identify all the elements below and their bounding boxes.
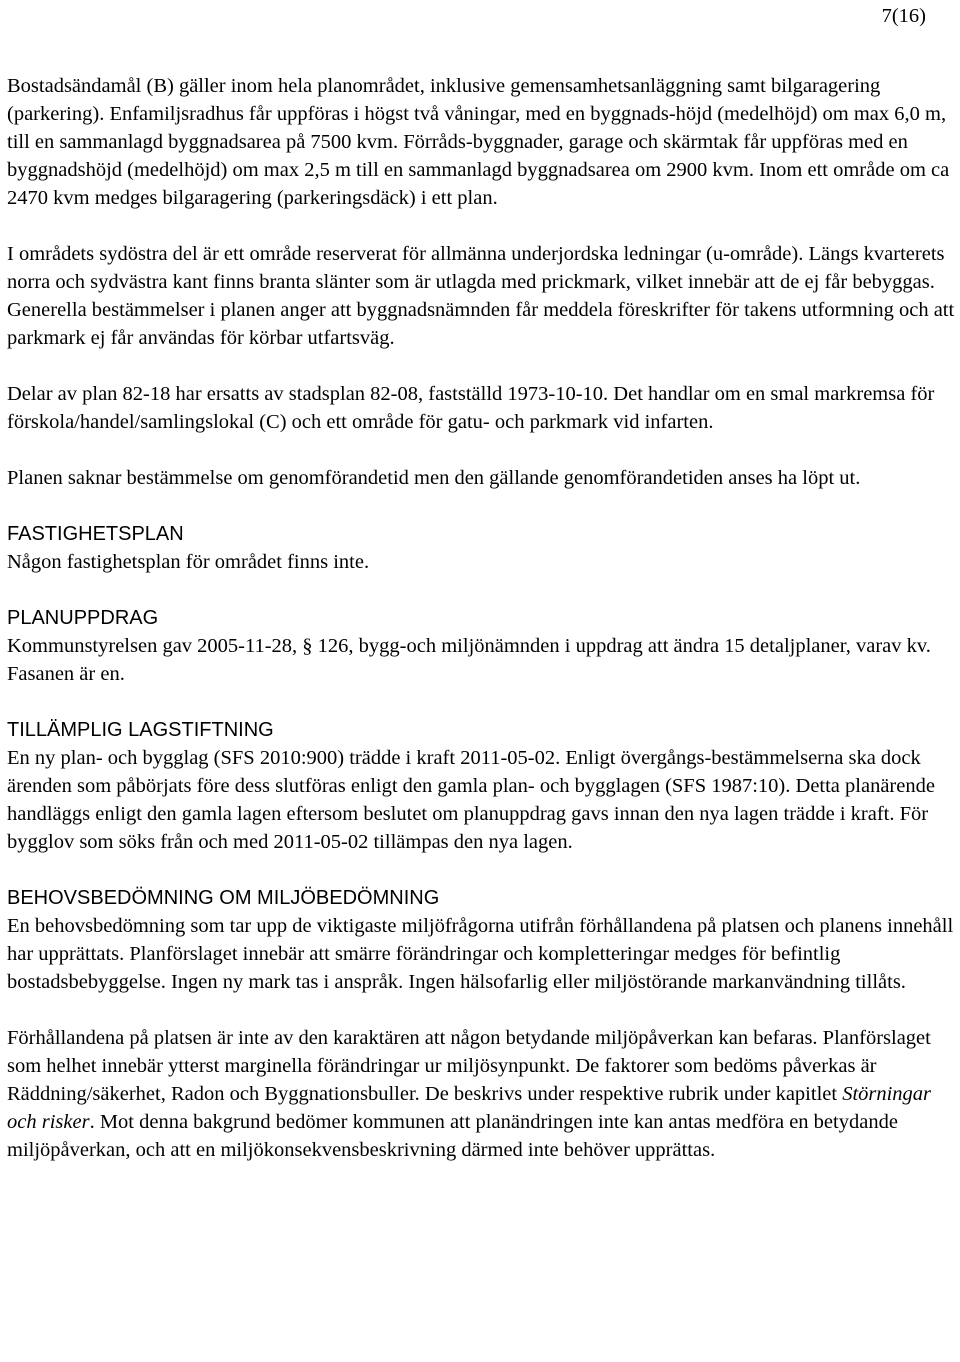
- text-behovsbedomning: En behovsbedömning som tar upp de viktigaste miljöfrågorna utifrån förhållandena på platsen och planens innehåll har upprättats. Planförslaget innebär att smärre förändringar och kompletteringar medges för befintlig bostadsbebyggelse. Ingen ny mark tas i anspråk. Ingen hälsofarlig eller miljöstörande markanvändning tillåts.: [7, 915, 954, 993]
- paragraph-genomforandetid: Planen saknar bestämmelse om genomförandetid men den gällande genomförandetiden anses ha löpt ut.: [7, 467, 861, 489]
- text-fastighetsplan: Någon fastighetsplan för området finns inte.: [7, 551, 370, 573]
- paragraph-plan-82-18: Delar av plan 82-18 har ersatts av stadsplan 82-08, fastställd 1973-10-10. Det handlar om en smal markremsa för förskola/handel/samlingslokal (C) och ett område för gatu- och parkmark vid infarten.: [7, 383, 935, 433]
- page-number: 7(16): [881, 5, 926, 27]
- section-lagstiftning: [7, 716, 957, 856]
- paragraph-bostadsandamal-part-2: Förråds-byggnader, garage och skärmtak får uppföras med en byggnadshöjd (medelhöjd) om max 2,5 m till en sammanlagd byggnadsarea om 2900 kvm. Inom ett område om ca 2470 kvm medges bilgaragering (parkeringsdäck) i ett plan.: [7, 131, 950, 209]
- paragraph-u-omrade: I områdets sydöstra del är ett område reserverat för allmänna underjordska ledningar (u-område). Längs kvarterets norra och sydvästra kant finns branta slänter som är utlagda med prickmark, vilket innebär att de ej får bebyggas. Generella bestämmelser i planen anger att byggnadsnämnden får meddela föreskrifter för takens utformning och att parkmark ej får användas för körbar utfartsväg.: [7, 243, 955, 349]
- text-lagstiftning: En ny plan- och bygglag (SFS 2010:900) trädde i kraft 2011-05-02. Enligt övergångs-bestämmelserna ska dock ärenden som påbörjats före dess slutföras enligt den gamla plan- och bygglagen (SFS 1987:10). Detta planärende handläggs enligt den gamla lagen eftersom beslutet om planuppdrag gavs innan den nya lagen trädde i kraft. För bygglov som söks från och med 2011-05-02 tillämpas den nya lagen.: [7, 747, 935, 853]
- paragraph-miljopaverkan: [7, 1024, 957, 1164]
- section-fastighetsplan: [7, 520, 957, 576]
- heading-lagstiftning: TILLÄMPLIG LAGSTIFTNING: [7, 719, 274, 741]
- document-body: [7, 72, 957, 1164]
- chapter-reference: Störningar och risker: [7, 1083, 932, 1133]
- paragraph-miljopaverkan-part-2: . Mot denna bakgrund bedömer kommunen att planändringen inte kan antas medföra en betydande miljöpåverkan, och att en miljökonsekvensbeskrivning därmed inte behöver upprättas.: [7, 1111, 898, 1161]
- paragraph-bostadsandamal: [7, 72, 957, 212]
- heading-planuppdrag: PLANUPPDRAG: [7, 607, 159, 629]
- paragraph-miljopaverkan-part-1: Förhållandena på platsen är inte av den karaktären att någon betydande miljöpåverkan kan befaras. Planförslaget som helhet innebär ytterst marginella förändringar ur miljösynpunkt. De faktorer som bedöms påverkas är Räddning/säkerhet, Radon och Byggnationsbuller. De beskrivs under respektive rubrik under kapitlet: [7, 1027, 931, 1105]
- heading-behovsbedomning: BEHOVSBEDÖMNING OM MILJÖBEDÖMNING: [7, 887, 440, 909]
- section-behovsbedomning: [7, 884, 957, 996]
- heading-fastighetsplan: FASTIGHETSPLAN: [7, 523, 184, 545]
- paragraph-bostadsandamal-part-1: Bostadsändamål (B) gäller inom hela planområdet, inklusive gemensamhetsanläggning samt bilgaragering (parkering). Enfamiljsradhus får uppföras i högst två våningar, med en byggnads-höjd (medelhöjd) om max 6,0 m, till en sammanlagd byggnadsarea på 7500 kvm.: [7, 75, 947, 153]
- section-planuppdrag: [7, 604, 957, 688]
- text-planuppdrag: Kommunstyrelsen gav 2005-11-28, § 126, bygg-och miljönämnden i uppdrag att ändra 15 detaljplaner, varav kv. Fasanen är en.: [7, 635, 931, 685]
